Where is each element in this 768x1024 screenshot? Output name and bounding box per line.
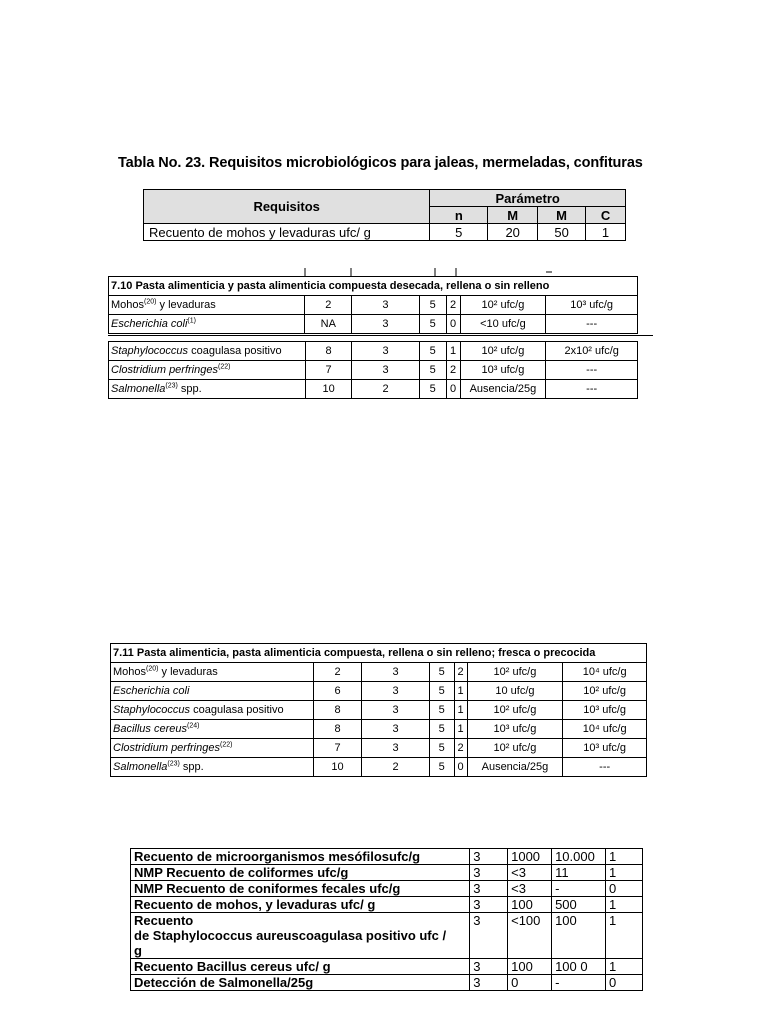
organism-name: Escherichia coli bbox=[111, 318, 188, 330]
table710-row bbox=[109, 342, 638, 361]
table711-cell: 10² ufc/g bbox=[467, 701, 563, 720]
table710-cell: 2x10² ufc/g bbox=[546, 342, 638, 361]
table711-row-name bbox=[111, 758, 314, 777]
requisito-value: 1 bbox=[606, 849, 643, 865]
requisito-value: 3 bbox=[470, 881, 508, 897]
table711-row-name bbox=[111, 739, 314, 758]
table711-row bbox=[111, 701, 647, 720]
organism-suffix: y levaduras bbox=[158, 666, 218, 678]
requisito-value: 1 bbox=[606, 897, 643, 913]
table711-cell: 2 bbox=[313, 663, 362, 682]
table710-cell: 2 bbox=[446, 296, 460, 315]
table711-cell: 2 bbox=[362, 758, 429, 777]
table711-cell: 3 bbox=[362, 739, 429, 758]
requisito-value: 1 bbox=[606, 913, 643, 959]
table711-cell: 1 bbox=[454, 682, 467, 701]
table711-cell: 5 bbox=[429, 663, 454, 682]
footnote-ref: (20) bbox=[146, 665, 159, 673]
footnote-ref: (23) bbox=[165, 382, 178, 390]
requisito-value: 100 bbox=[508, 897, 552, 913]
table710-cell: 0 bbox=[446, 315, 460, 334]
table710-row-name bbox=[109, 296, 305, 315]
table711-row bbox=[111, 682, 647, 701]
organism-name: Staphylococcus bbox=[113, 704, 191, 716]
organism-name: Clostridium perfringes bbox=[113, 742, 220, 754]
table710-continued bbox=[108, 341, 638, 399]
table23-subheader: n bbox=[430, 207, 488, 224]
organism-suffix: coagulasa positivo bbox=[188, 345, 282, 357]
table711-cell: 10² ufc/g bbox=[563, 682, 647, 701]
table711-cell: 5 bbox=[429, 701, 454, 720]
requisito-name: Detección de Salmonella/25g bbox=[131, 975, 470, 991]
table711-cell: 1 bbox=[454, 720, 467, 739]
table711-cell: 10 ufc/g bbox=[467, 682, 563, 701]
table710-cell: 10² ufc/g bbox=[460, 296, 546, 315]
organism-name: Staphylococcus bbox=[111, 345, 189, 357]
requisito-value: 10.000 bbox=[552, 849, 606, 865]
footnote-ref: (1) bbox=[187, 317, 196, 325]
requisito-name: NMP Recuento de coniformes fecales ufc/g bbox=[131, 881, 470, 897]
table23-cell: 50 bbox=[538, 224, 586, 241]
table710-cell: --- bbox=[546, 380, 638, 399]
table711-cell: 5 bbox=[429, 758, 454, 777]
requisito-value: 0 bbox=[508, 975, 552, 991]
table710-cell: 5 bbox=[419, 296, 446, 315]
table711-row bbox=[111, 739, 647, 758]
table710-top-ticks bbox=[108, 266, 638, 276]
table711-row bbox=[111, 758, 647, 777]
requisito-value: 3 bbox=[470, 959, 508, 975]
table710-cell: 10³ ufc/g bbox=[460, 361, 546, 380]
table23-subheader: M bbox=[538, 207, 586, 224]
table-requisitos bbox=[130, 848, 643, 991]
table710-cell: 7 bbox=[305, 361, 352, 380]
requisito-row bbox=[131, 897, 643, 913]
requisito-name: Recuento de mohos, y levaduras ufc/ g bbox=[131, 897, 470, 913]
requisito-value: <3 bbox=[508, 881, 552, 897]
table710-cell: <10 ufc/g bbox=[460, 315, 546, 334]
table711 bbox=[110, 643, 647, 777]
table711-cell: 10⁴ ufc/g bbox=[563, 663, 647, 682]
table711-cell: 10 bbox=[313, 758, 362, 777]
requisito-value: 1 bbox=[606, 959, 643, 975]
table711-cell: 10² ufc/g bbox=[467, 663, 563, 682]
requisito-name: Recuento de microorganismos mesófilosufc/g bbox=[131, 849, 470, 865]
table711-row-name bbox=[111, 720, 314, 739]
table710-row-name bbox=[109, 380, 306, 399]
table23-header-parametro: Parámetro bbox=[430, 190, 626, 207]
table711-cell: 3 bbox=[362, 720, 429, 739]
organism-name: Salmonella bbox=[113, 761, 168, 773]
table711-cell: 8 bbox=[313, 720, 362, 739]
footnote-ref: (24) bbox=[186, 722, 200, 730]
table23-cell: 5 bbox=[430, 224, 488, 241]
table710-cell: 8 bbox=[305, 342, 352, 361]
table710-title: 7.10 Pasta alimenticia y pasta alimenticia compuesta desecada, rellena o sin relleno bbox=[109, 277, 638, 296]
requisito-row bbox=[131, 913, 643, 959]
requisito-value: 3 bbox=[470, 865, 508, 881]
table710-cell: --- bbox=[546, 315, 638, 334]
table711-cell: 8 bbox=[313, 701, 362, 720]
requisito-value: 0 bbox=[606, 975, 643, 991]
table710-cell: NA bbox=[305, 315, 352, 334]
organism-name: Clostridium perfringes bbox=[111, 364, 218, 376]
table711-row bbox=[111, 720, 647, 739]
table23-cell: 1 bbox=[586, 224, 626, 241]
table710-row-name bbox=[109, 361, 306, 380]
footnote-ref: (23) bbox=[167, 760, 180, 768]
table710-row-name bbox=[109, 342, 306, 361]
requisito-value: <100 bbox=[508, 913, 552, 959]
table711-cell: 10⁴ ufc/g bbox=[563, 720, 647, 739]
requisito-value: 0 bbox=[606, 881, 643, 897]
organism-suffix: y levaduras bbox=[156, 299, 216, 311]
table711-cell: 10² ufc/g bbox=[467, 739, 563, 758]
table711-row-name bbox=[111, 663, 314, 682]
table23 bbox=[143, 189, 626, 241]
table711-cell: 3 bbox=[362, 682, 429, 701]
organism-name: Escherichia coli bbox=[113, 685, 190, 697]
table23-header-requisitos: Requisitos bbox=[144, 190, 430, 224]
table710-cell: 10 bbox=[305, 380, 352, 399]
table710-cell: 2 bbox=[446, 361, 460, 380]
table23-cell: 20 bbox=[488, 224, 538, 241]
table711-title: 7.11 Pasta alimenticia, pasta alimenticia compuesta, rellena o sin relleno; fresca o precocida bbox=[111, 644, 647, 663]
requisito-value: 3 bbox=[470, 913, 508, 959]
table710-cell: 10³ ufc/g bbox=[546, 296, 638, 315]
table23-row-name: Recuento de mohos y levaduras ufc/ g bbox=[144, 224, 430, 241]
table711-cell: 0 bbox=[454, 758, 467, 777]
organism-name: Mohos bbox=[111, 299, 145, 311]
table710-row-name bbox=[109, 315, 305, 334]
table711-cell: 2 bbox=[454, 663, 467, 682]
organism-suffix: spp. bbox=[177, 383, 202, 395]
table711-cell: 10³ ufc/g bbox=[563, 739, 647, 758]
table23-title: Tabla No. 23. Requisitos microbiológicos para jaleas, mermeladas, confituras bbox=[118, 155, 643, 171]
table710 bbox=[108, 276, 638, 334]
table710-cell: 5 bbox=[419, 361, 446, 380]
organism-suffix: spp. bbox=[179, 761, 204, 773]
table710-cell: 3 bbox=[352, 296, 420, 315]
requisito-row bbox=[131, 959, 643, 975]
table711-cell: Ausencia/25g bbox=[467, 758, 563, 777]
table710-row bbox=[109, 315, 638, 334]
organism-suffix: coagulasa positivo bbox=[190, 704, 284, 716]
table710-cell: 3 bbox=[352, 361, 419, 380]
requisito-value: - bbox=[552, 975, 606, 991]
table711-row bbox=[111, 663, 647, 682]
table710-row bbox=[109, 361, 638, 380]
table710-cell: 3 bbox=[352, 342, 419, 361]
table710-cell: 10² ufc/g bbox=[460, 342, 546, 361]
requisito-value: 11 bbox=[552, 865, 606, 881]
table711-cell: 5 bbox=[429, 682, 454, 701]
requisito-value: 100 0 bbox=[552, 959, 606, 975]
organism-name: Salmonella bbox=[111, 383, 166, 395]
table710-separator-line bbox=[108, 335, 653, 336]
requisito-row bbox=[131, 849, 643, 865]
table711-cell: 10³ ufc/g bbox=[563, 701, 647, 720]
table711-cell: 10³ ufc/g bbox=[467, 720, 563, 739]
table711-cell: 5 bbox=[429, 720, 454, 739]
table710-cell: 2 bbox=[305, 296, 352, 315]
table710-cell: 5 bbox=[419, 342, 446, 361]
table711-cell: 3 bbox=[362, 701, 429, 720]
requisito-value: 100 bbox=[552, 913, 606, 959]
requisito-value: 500 bbox=[552, 897, 606, 913]
table710-row bbox=[109, 296, 638, 315]
requisito-value: 3 bbox=[470, 849, 508, 865]
requisito-name: NMP Recuento de coliformes ufc/g bbox=[131, 865, 470, 881]
table711-cell: 3 bbox=[362, 663, 429, 682]
table711-cell: 1 bbox=[454, 701, 467, 720]
table710-row bbox=[109, 380, 638, 399]
table710-cell: 5 bbox=[419, 380, 446, 399]
requisito-row bbox=[131, 881, 643, 897]
requisito-value: 3 bbox=[470, 975, 508, 991]
table711-cell: 2 bbox=[454, 739, 467, 758]
requisito-value: 1 bbox=[606, 865, 643, 881]
footnote-ref: (20) bbox=[144, 298, 157, 306]
table710-cell: 0 bbox=[446, 380, 460, 399]
table711-row-name bbox=[111, 682, 314, 701]
requisito-value: 1000 bbox=[508, 849, 552, 865]
footnote-ref: (22) bbox=[217, 363, 231, 371]
table710-cell: --- bbox=[546, 361, 638, 380]
organism-name: Mohos bbox=[113, 666, 147, 678]
requisito-row bbox=[131, 975, 643, 991]
table23-subheader: C bbox=[586, 207, 626, 224]
table711-cell: --- bbox=[563, 758, 647, 777]
requisito-row bbox=[131, 865, 643, 881]
requisito-value: - bbox=[552, 881, 606, 897]
requisito-value: 3 bbox=[470, 897, 508, 913]
organism-name: Bacillus cereus bbox=[113, 723, 187, 735]
table711-cell: 7 bbox=[313, 739, 362, 758]
table710-cell: 3 bbox=[352, 315, 420, 334]
requisito-name: Recuento Bacillus cereus ufc/ g bbox=[131, 959, 470, 975]
table710-cell: Ausencia/25g bbox=[460, 380, 546, 399]
table711-cell: 5 bbox=[429, 739, 454, 758]
requisito-value: <3 bbox=[508, 865, 552, 881]
requisito-name: Recuento de Staphylococcus aureuscoagulasa positivo ufc / g bbox=[131, 913, 470, 959]
table710-cell: 2 bbox=[352, 380, 419, 399]
footnote-ref: (22) bbox=[219, 741, 233, 749]
table710-cell: 5 bbox=[419, 315, 446, 334]
table711-cell: 6 bbox=[313, 682, 362, 701]
table23-subheader: M bbox=[488, 207, 538, 224]
table710-cell: 1 bbox=[446, 342, 460, 361]
requisito-value: 100 bbox=[508, 959, 552, 975]
table711-row-name bbox=[111, 701, 314, 720]
